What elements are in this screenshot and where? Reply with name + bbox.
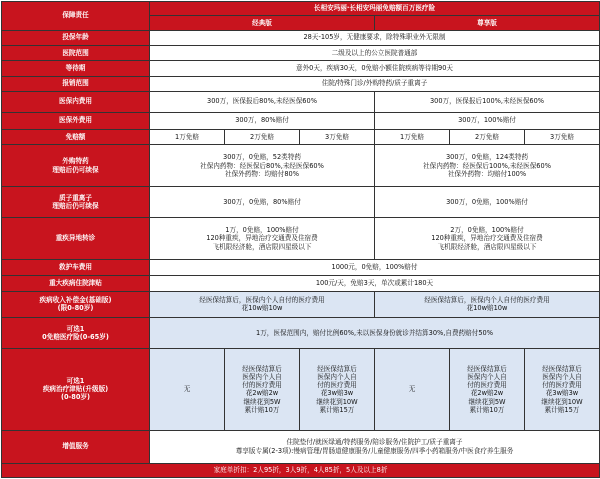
coverage-column-header: 保障责任 (2, 2, 150, 31)
row-label-value-added: 增值服务 (2, 430, 150, 463)
row-label-ambulance: 救护车费用 (2, 259, 150, 275)
family-discount-footer: 家庭单折扣：2人95折，3人9折，4人85折，5人及以上8折 (2, 463, 600, 477)
drugs-basic-line: 社保外药物：均赔付80% (225, 169, 299, 178)
row-label-waiting: 等待期 (2, 61, 150, 76)
transfer-basic-line: 120种重疾，异地治疗交通费及住宿费 (206, 234, 318, 243)
upgrade-basic-option-b (300, 348, 375, 430)
drugs-premium (375, 145, 600, 187)
upgrade-line: 花2w赔2w (470, 389, 504, 398)
upgrade-line: 付的医疗费用 (467, 381, 507, 390)
upgrade-basic-none: 无 (150, 348, 225, 430)
proton-label-line-1: 质子重离子 (59, 193, 92, 202)
row-label-zero-deductible (2, 318, 150, 349)
plan-basic-header: 经典版 (150, 16, 375, 30)
income-basic (150, 291, 375, 318)
upgrade-line: 累计赔15万 (544, 405, 580, 414)
upgrade-line: 花3w赔3w (320, 389, 354, 398)
row-label-allowance: 重大疾病住院津贴 (2, 276, 150, 291)
upgrade-line: 经医保结算后 (467, 364, 507, 373)
upgrade-line: 付的医疗费用 (317, 381, 357, 390)
drugs-premium-line: 社保外药物：均赔付100% (447, 169, 527, 178)
product-title: 长相安玛丽·长相安玛丽免赔额百万医疗险 (150, 2, 600, 16)
age-value: 28天-105岁，无健康要求，除特殊职业外无限制 (150, 30, 600, 45)
drugs-basic-line: 社保内药物：经医保后80%,未经医保60% (200, 161, 324, 170)
income-premium-line: 经医保结算后，医保内个人自付的医疗费用 (424, 296, 550, 305)
upgrade-label-line-1: 可选1 (66, 377, 85, 385)
row-label-hospital: 医院范围 (2, 46, 150, 61)
income-label-line-1: 疾病收入补偿金(基础版) (39, 296, 112, 305)
out-ss-premium: 300万，100%赔付 (375, 112, 600, 129)
drugs-premium-line: 社保内药物：经医保后100%,未经医保60% (423, 161, 551, 170)
zero-ded-label-line-2: 0免赔医疗险(0-65岁) (42, 333, 109, 342)
transfer-basic-line: 飞机限经济舱，酒店限四星级以下 (212, 242, 312, 251)
income-basic-line: 花10w赔10w (241, 304, 283, 313)
deductible-basic-1: 1万免赔 (150, 129, 225, 144)
transfer-premium (375, 217, 600, 259)
scope-value: 住院/特殊门诊/外购特药/质子重离子 (150, 76, 600, 91)
upgrade-basic-option-a (225, 348, 300, 430)
upgrade-premium-option-a (450, 348, 525, 430)
upgrade-label-line-3: (0-80岁) (60, 393, 91, 402)
proton-label-line-2: 理赔后仍可续保 (52, 202, 99, 211)
allowance-value: 100元/天，免赔3天，单次或累计180天 (150, 276, 600, 291)
value-added-line-1: 住院垫付/就医绿通/特药服务/陪诊服务/住院护工/质子重离子 (286, 438, 463, 447)
drugs-label-line-1: 外购特药 (62, 157, 89, 166)
upgrade-line: 累计赔15万 (319, 405, 355, 414)
hospital-value: 二级及以上的公立医院普通部 (150, 46, 600, 61)
upgrade-line: 花2w赔2w (245, 389, 279, 398)
value-added-services (150, 430, 600, 463)
upgrade-line: 继续花到10W (541, 397, 583, 406)
drugs-basic (150, 145, 375, 187)
upgrade-line: 累计赔10万 (469, 405, 505, 414)
upgrade-line: 累计赔10万 (244, 405, 280, 414)
deductible-premium-3: 3万免赔 (525, 129, 600, 144)
upgrade-line: 医保内个人自 (467, 372, 507, 381)
upgrade-line: 付的医疗费用 (542, 381, 582, 390)
ambulance-value: 1000元，0免赔，100%赔付 (150, 259, 600, 275)
row-label-age: 投保年龄 (2, 30, 150, 45)
row-label-drugs (2, 145, 150, 187)
upgrade-premium-none: 无 (375, 348, 450, 430)
row-label-transfer: 重疾异地转诊 (2, 217, 150, 259)
upgrade-line: 经医保结算后 (542, 364, 582, 373)
deductible-basic-2: 2万免赔 (225, 129, 300, 144)
row-label-out-ss: 医保外费用 (2, 112, 150, 129)
proton-basic: 300万，0免赔，80%赔付 (150, 187, 375, 218)
deductible-premium-1: 1万免赔 (375, 129, 450, 144)
waiting-value: 意外0天，疾病30天，0免赔小额住院疾病等待期90天 (150, 61, 600, 76)
transfer-premium-line: 飞机限经济舱，酒店限四星级以下 (437, 242, 537, 251)
income-premium-line: 花10w赔10w (466, 304, 508, 313)
transfer-basic-line: 1万，0免赔，100%赔付 (225, 226, 299, 235)
row-label-income (2, 291, 150, 318)
transfer-premium-line: 120种重疾，异地治疗交通费及住宿费 (431, 234, 543, 243)
plan-premium-header: 尊享版 (375, 16, 600, 30)
value-added-line-2: 尊享版专属(2-3项):慢病管理/胃肠道健康服务/儿童健康服务/四季小药箱服务/中医食疗养生服务 (235, 446, 514, 455)
drugs-label-line-2: 理赔后仍可续保 (52, 165, 99, 174)
out-ss-basic: 300万，80%赔付 (150, 112, 375, 129)
upgrade-line: 付的医疗费用 (242, 381, 282, 390)
zero-ded-label-line-1: 可选1 (66, 324, 85, 333)
row-label-upgrade (2, 348, 150, 430)
deductible-basic-3: 3万免赔 (300, 129, 375, 144)
upgrade-line: 花3w赔3w (545, 389, 579, 398)
upgrade-line: 经医保结算后 (317, 364, 357, 373)
transfer-basic (150, 217, 375, 259)
upgrade-line: 继续花到5W (243, 397, 281, 406)
drugs-basic-line: 300万，0免赔，52类特药 (223, 153, 301, 162)
zero-deductible-value: 1万，医保范围内，赔付比例60%,未以医保身份就诊并结算30%,自费药赔付50% (150, 318, 600, 349)
upgrade-line: 经医保结算后 (242, 364, 282, 373)
upgrade-line: 医保内个人自 (242, 372, 282, 381)
row-label-deductible: 免赔额 (2, 129, 150, 144)
deductible-premium-2: 2万免赔 (450, 129, 525, 144)
row-label-scope: 报销范围 (2, 76, 150, 91)
row-label-in-ss: 医保内费用 (2, 92, 150, 112)
upgrade-line: 医保内个人自 (542, 372, 582, 381)
in-ss-basic: 300万，医保报后80%,未经医保60% (150, 92, 375, 112)
plan-comparison-table (1, 1, 600, 478)
upgrade-line: 医保内个人自 (317, 372, 357, 381)
in-ss-premium: 300万，医保报后100%,未经医保60% (375, 92, 600, 112)
row-label-proton (2, 187, 150, 218)
transfer-premium-line: 2万，0免赔，100%赔付 (450, 226, 524, 235)
drugs-premium-line: 300万，0免赔，124类特药 (445, 153, 529, 162)
proton-premium: 300万，0免赔，100%赔付 (375, 187, 600, 218)
income-basic-line: 经医保结算后，医保内个人自付的医疗费用 (199, 296, 325, 305)
upgrade-premium-option-b (525, 348, 600, 430)
upgrade-line: 继续花到5W (468, 397, 506, 406)
income-premium (375, 291, 600, 318)
income-label-line-2: (限0-80岁) (57, 304, 94, 313)
upgrade-line: 继续花到10W (316, 397, 358, 406)
upgrade-label-line-2: 疾病治疗津贴(升级版) (42, 385, 109, 394)
